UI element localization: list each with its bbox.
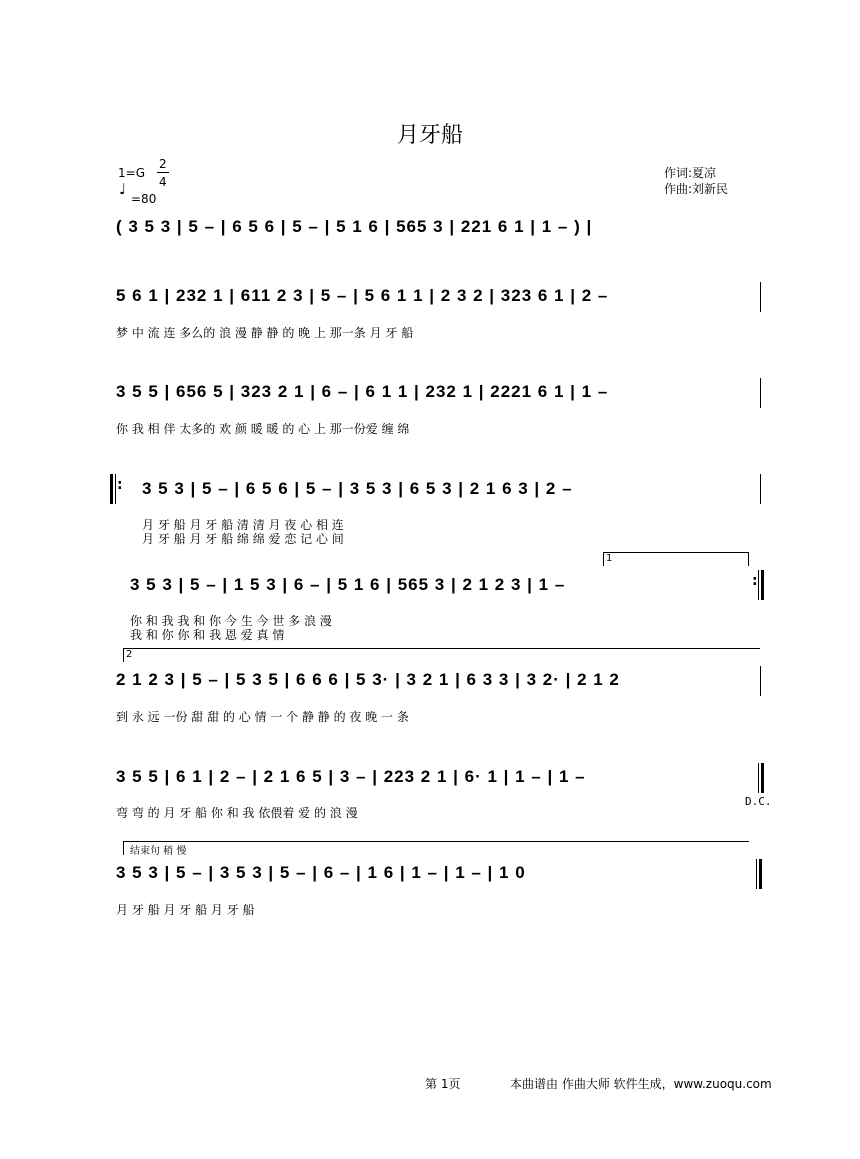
score-row-4-lyrics-verse-2: 月 牙 船 月 牙 船 绵 绵 爱 恋 记 心 间	[142, 532, 344, 546]
volta-1-bracket-right	[748, 552, 749, 566]
repeat-end-barline	[761, 570, 764, 600]
volta-2-label: 2	[126, 649, 133, 660]
barline	[760, 378, 761, 408]
barline	[760, 666, 761, 696]
score-row-1-notes: ( 3 5 3 | 5 – | 6 5 6 | 5 – | 5 1 6 | 565 3 | 221 6 1 | 1 – ) |	[116, 217, 593, 236]
volta-1-bracket	[603, 552, 749, 553]
score-row-7-notes: 3 5 5 | 6 1 | 2 – | 2 1 6 5 | 3 – | 223 2 1 | 6· 1 | 1 – | 1 –	[116, 767, 586, 786]
score-row-2-notes: 5 6 1 | 232 1 | 611 2 3 | 5 – | 5 6 1 1 | 2 3 2 | 323 6 1 | 2 –	[116, 286, 609, 305]
score-row-4-notes: 3 5 3 | 5 – | 6 5 6 | 5 – | 3 5 3 | 6 5 3 | 2 1 6 3 | 2 –	[142, 479, 573, 498]
composer-credit: 作曲:刘新民	[664, 182, 729, 196]
final-thick-barline	[761, 763, 764, 793]
volta-1-label: 1	[606, 553, 613, 564]
repeat-end-thin-barline	[758, 570, 759, 600]
volta-1-bracket-left	[603, 552, 604, 566]
key-signature: 1=G	[118, 166, 145, 180]
da-capo-marking: D.C.	[745, 795, 772, 808]
repeat-start-barline	[110, 474, 113, 504]
footer-credit: 本曲谱由 作曲大师 软件生成，www.zuoqu.com	[510, 1077, 772, 1091]
end-thick-barline	[759, 859, 762, 889]
tempo-marking: =80	[131, 192, 157, 206]
repeat-start-thin-barline	[115, 474, 116, 504]
score-row-5-lyrics-verse-2: 我 和 你 你 和 我 恩 爱 真 情	[130, 628, 285, 642]
score-row-8-notes: 3 5 3 | 5 – | 3 5 3 | 5 – | 6 – | 1 6 | 1 – | 1 – | 1 0	[116, 863, 526, 882]
footer-page-number: 第 1页	[425, 1077, 461, 1091]
score-row-4-lyrics-verse-1: 月 牙 船 月 牙 船 清 清 月 夜 心 相 连	[142, 518, 344, 532]
coda-label: 结束句 稍 慢	[130, 846, 187, 857]
score-row-7-lyrics: 弯 弯 的 月 牙 船 你 和 我 依偎着 爱 的 浪 漫	[116, 806, 358, 820]
score-row-6-lyrics: 到 永 远 一份 甜 甜 的 心 情 一 个 静 静 的 夜 晚 一 条	[116, 710, 409, 724]
score-row-3-notes: 3 5 5 | 656 5 | 323 2 1 | 6 – | 6 1 1 | 232 1 | 2221 6 1 | 1 –	[116, 382, 609, 401]
volta-2-bracket	[123, 648, 760, 649]
barline	[760, 474, 761, 504]
coda-bracket-left	[123, 841, 124, 855]
barline	[760, 282, 761, 312]
score-row-6-notes: 2 1 2 3 | 5 – | 5 3 5 | 6 6 6 | 5 3· | 3 2 1 | 6 3 3 | 3 2· | 2 1 2	[116, 670, 620, 689]
score-row-3-lyrics: 你 我 相 伴 太多的 欢 颜 暖 暖 的 心 上 那一份爱 缠 绵	[116, 422, 410, 436]
time-signature-top: 2	[159, 157, 167, 171]
lyricist-credit: 作词:夏凉	[664, 166, 717, 180]
volta-2-bracket-left	[123, 648, 124, 662]
page-title: 月牙船	[396, 123, 463, 148]
score-row-8-lyrics: 月 牙 船 月 牙 船 月 牙 船	[116, 903, 255, 917]
coda-bracket	[123, 841, 749, 842]
quarter-note-icon: ♩	[119, 180, 127, 198]
final-thin-barline	[758, 763, 759, 793]
score-row-5-notes: 3 5 3 | 5 – | 1 5 3 | 6 – | 5 1 6 | 565 3 | 2 1 2 3 | 1 –	[130, 575, 566, 594]
time-signature-bottom: 4	[159, 175, 167, 189]
score-row-2-lyrics: 梦 中 流 连 多么的 浪 漫 静 静 的 晚 上 那一条 月 牙 船	[116, 326, 414, 340]
end-thin-barline	[756, 859, 757, 889]
repeat-end-dots: :	[752, 573, 758, 589]
time-signature-divider	[157, 172, 169, 173]
repeat-dots: :	[117, 477, 123, 493]
score-row-5-lyrics-verse-1: 你 和 我 我 和 你 今 生 今 世 多 浪 漫	[130, 614, 332, 628]
